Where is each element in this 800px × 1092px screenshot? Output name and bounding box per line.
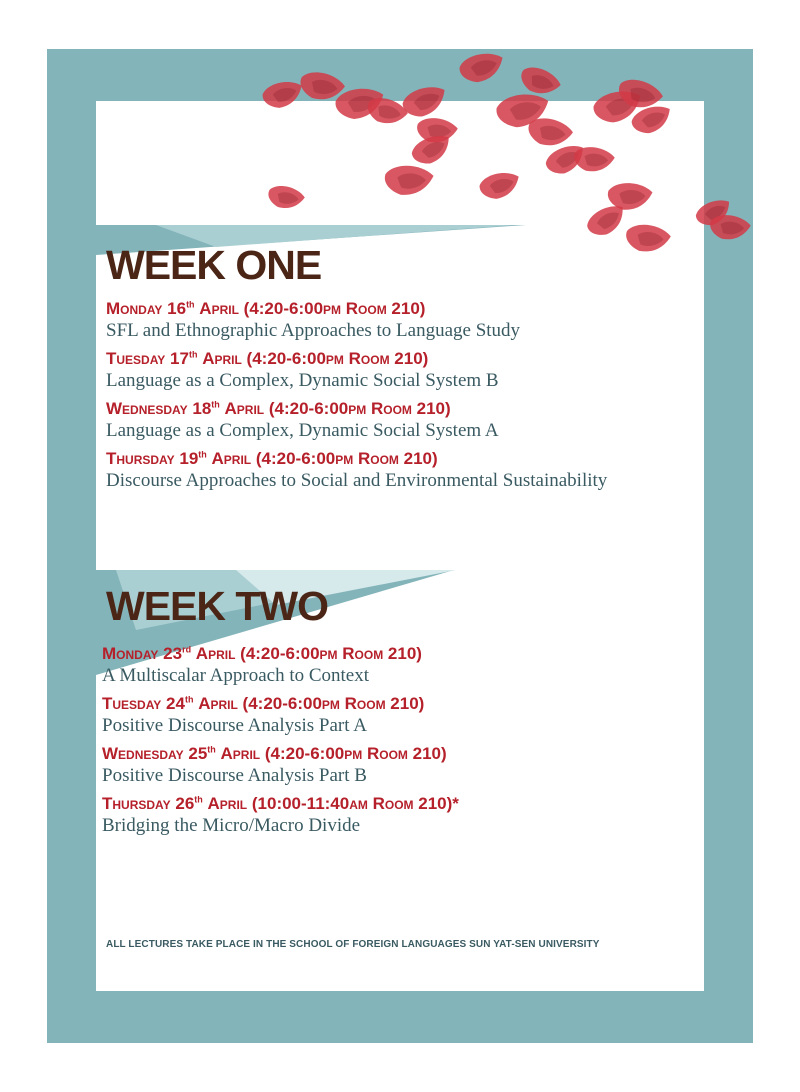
session-item — [102, 645, 714, 685]
session-title: Language as a Complex, Dynamic Social System B — [106, 370, 499, 391]
session-heading — [102, 745, 714, 762]
session-item — [102, 795, 714, 835]
session-item — [102, 695, 714, 735]
session-title: Language as a Complex, Dynamic Social System A — [106, 420, 499, 441]
session-heading — [106, 400, 714, 417]
session-heading — [106, 350, 714, 367]
session-heading — [102, 795, 714, 812]
session-date: 23 — [163, 644, 183, 663]
week-two-section — [102, 583, 714, 845]
session-details: (10:00-11:40am Room 210)* — [251, 794, 459, 813]
session-details: (4:20-6:00pm Room 210) — [243, 299, 426, 318]
week-one-sessions — [106, 300, 714, 490]
session-heading — [106, 300, 714, 317]
session-date-suffix: th — [211, 399, 220, 410]
session-details: (4:20-6:00pm Room 210) — [255, 449, 438, 468]
session-date-suffix: th — [184, 694, 194, 705]
session-details: (4:20-6:00pm Room 210) — [240, 644, 422, 663]
session-date-suffix: th — [198, 449, 207, 460]
session-date-suffix: th — [188, 349, 198, 360]
session-month: April — [199, 299, 239, 318]
session-date: 19 — [179, 449, 199, 468]
session-month: April — [220, 744, 261, 763]
session-date-suffix: th — [186, 299, 195, 310]
session-heading — [102, 645, 714, 662]
session-month: April — [198, 694, 238, 713]
session-month: April — [224, 399, 265, 418]
session-date-suffix: th — [207, 744, 216, 755]
session-title: A Multiscalar Approach to Context — [102, 665, 370, 686]
session-title: Discourse Approaches to Social and Environmental Sustainability — [106, 470, 608, 491]
session-details: (4:20-6:00pm Room 210) — [242, 694, 425, 713]
session-item — [106, 350, 714, 390]
session-month: April — [202, 349, 242, 368]
week-one-section — [106, 242, 714, 500]
session-day: Thursday — [106, 449, 175, 468]
session-day: Wednesday — [102, 744, 184, 763]
session-date: 18 — [192, 399, 212, 418]
session-heading — [102, 695, 714, 712]
session-day: Tuesday — [106, 349, 166, 368]
session-day: Monday — [102, 644, 159, 663]
session-title: Positive Discourse Analysis Part B — [102, 765, 367, 786]
session-day: Thursday — [102, 794, 171, 813]
session-title: SFL and Ethnographic Approaches to Language Study — [106, 320, 521, 341]
session-date-suffix: rd — [182, 644, 192, 655]
session-date-suffix: th — [194, 794, 203, 805]
session-title: Positive Discourse Analysis Part A — [102, 715, 367, 736]
session-item — [102, 745, 714, 785]
session-month: April — [195, 644, 236, 663]
session-month: April — [207, 794, 248, 813]
session-heading — [106, 450, 714, 467]
session-item — [106, 400, 714, 440]
session-date: 25 — [188, 744, 208, 763]
session-date: 24 — [166, 694, 185, 713]
session-date: 17 — [170, 349, 189, 368]
footer-note: ALL LECTURES TAKE PLACE IN THE SCHOOL OF FOREIGN LANGUAGES SUN YAT-SEN UNIVERSITY — [106, 939, 600, 950]
session-details: (4:20-6:00pm Room 210) — [268, 399, 451, 418]
session-title: Bridging the Micro/Macro Divide — [102, 815, 361, 836]
session-date: 26 — [175, 794, 195, 813]
session-day: Wednesday — [106, 399, 188, 418]
session-details: (4:20-6:00pm Room 210) — [246, 349, 429, 368]
session-day: Tuesday — [102, 694, 162, 713]
session-item — [106, 450, 714, 490]
session-month: April — [211, 449, 252, 468]
week-two-title: WEEK TWO — [106, 583, 329, 629]
session-details: (4:20-6:00pm Room 210) — [264, 744, 447, 763]
week-two-sessions — [102, 645, 714, 835]
week-one-title: WEEK ONE — [106, 242, 322, 288]
session-date: 16 — [167, 299, 187, 318]
session-item — [106, 300, 714, 340]
session-day: Monday — [106, 299, 163, 318]
